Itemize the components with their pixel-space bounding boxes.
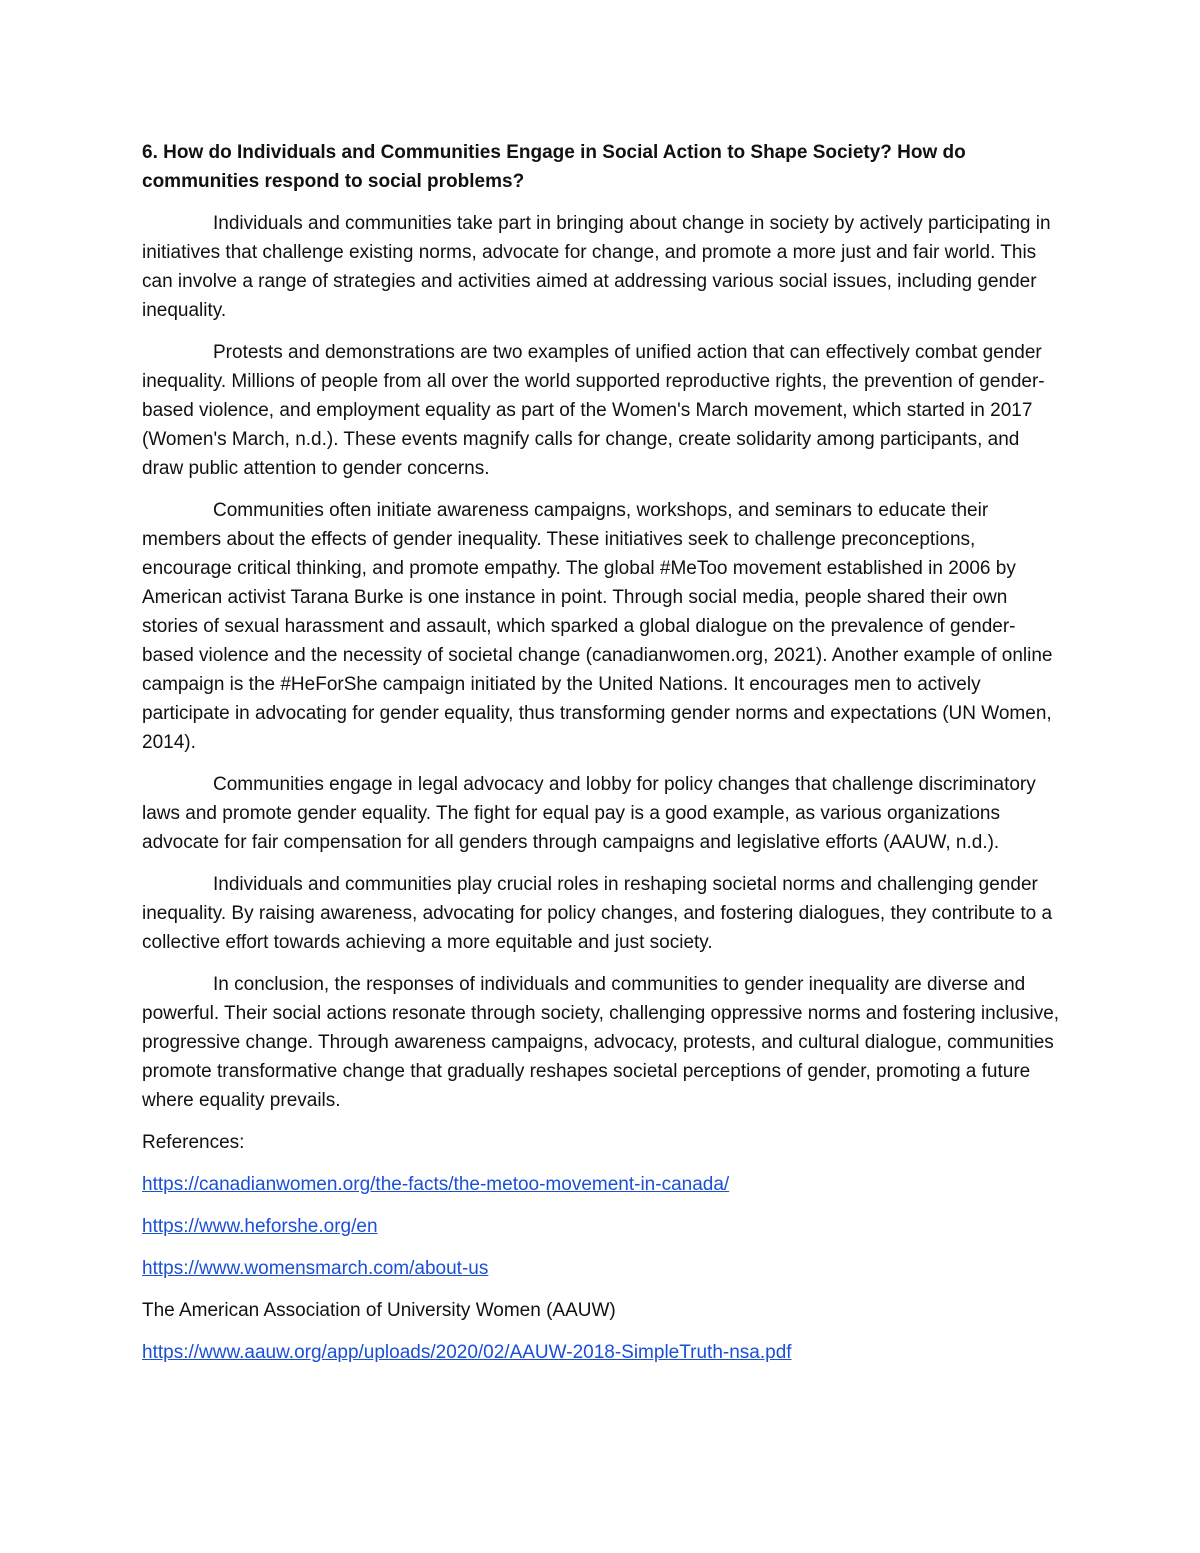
- reference-item: [142, 1254, 1062, 1283]
- reference-link-heforshe[interactable]: https://www.heforshe.org/en: [142, 1216, 378, 1237]
- document-page: [142, 138, 1062, 1380]
- paragraph-roles: Individuals and communities play crucial roles in reshaping societal norms and challenging gender inequality. By raising awareness, advocating for policy changes, and fostering dialogues, they contribute to a collective effort towards achieving a more equitable and just society.: [142, 874, 1053, 953]
- reference-source-aauw: The American Association of University Women (AAUW): [142, 1300, 616, 1321]
- reference-link-womensmarch[interactable]: https://www.womensmarch.com/about-us: [142, 1258, 489, 1279]
- references-heading: References:: [142, 1132, 245, 1153]
- paragraph-legal-advocacy: Communities engage in legal advocacy and lobby for policy changes that challenge discriminatory laws and promote gender equality. The fight for equal pay is a good example, as various organizations advocate for fair compensation for all genders through campaigns and legislative efforts (AAUW, n.d.).: [142, 774, 1036, 853]
- paragraph-awareness-campaigns: Communities often initiate awareness campaigns, workshops, and seminars to educate their members about the effects of gender inequality. These initiatives seek to challenge preconceptions, encourage critical thinking, and promote empathy. The global #MeToo movement established in 2006 by American activist Tarana Burke is one instance in point. Through social media, people shared their own stories of sexual harassment and assault, which sparked a global dialogue on the prevalence of gender-based violence and the necessity of societal change (canadianwomen.org, 2021). Another example of online campaign is the #HeForShe campaign initiated by the United Nations. It encourages men to actively participate in advocating for gender equality, thus transforming gender norms and expectations (UN Women, 2014).: [142, 500, 1053, 753]
- paragraph-conclusion: In conclusion, the responses of individuals and communities to gender inequality are diverse and powerful. Their social actions resonate through society, challenging oppressive norms and fostering inclusive, progressive change. Through awareness campaigns, advocacy, protests, and cultural dialogue, communities promote transformative change that gradually reshapes societal perceptions of gender, promoting a future where equality prevails.: [142, 974, 1060, 1111]
- reference-link-aauw[interactable]: https://www.aauw.org/app/uploads/2020/02/AAUW-2018-SimpleTruth-nsa.pdf: [142, 1342, 792, 1363]
- reference-item: [142, 1338, 1062, 1367]
- reference-item: [142, 1212, 1062, 1241]
- reference-item: [142, 1170, 1062, 1199]
- paragraph-intro: Individuals and communities take part in bringing about change in society by actively participating in initiatives that challenge existing norms, advocate for change, and promote a more just and fair world. This can involve a range of strategies and activities aimed at addressing various social issues, including gender inequality.: [142, 213, 1051, 321]
- section-heading: 6. How do Individuals and Communities Engage in Social Action to Shape Society? How do communities respond to social problems?: [142, 142, 966, 192]
- paragraph-protests: Protests and demonstrations are two examples of unified action that can effectively combat gender inequality. Millions of people from all over the world supported reproductive rights, the prevention of gender-based violence, and employment equality as part of the Women's March movement, which started in 2017 (Women's March, n.d.). These events magnify calls for change, create solidarity among participants, and draw public attention to gender concerns.: [142, 342, 1045, 479]
- reference-link-canadianwomen[interactable]: https://canadianwomen.org/the-facts/the-metoo-movement-in-canada/: [142, 1174, 730, 1195]
